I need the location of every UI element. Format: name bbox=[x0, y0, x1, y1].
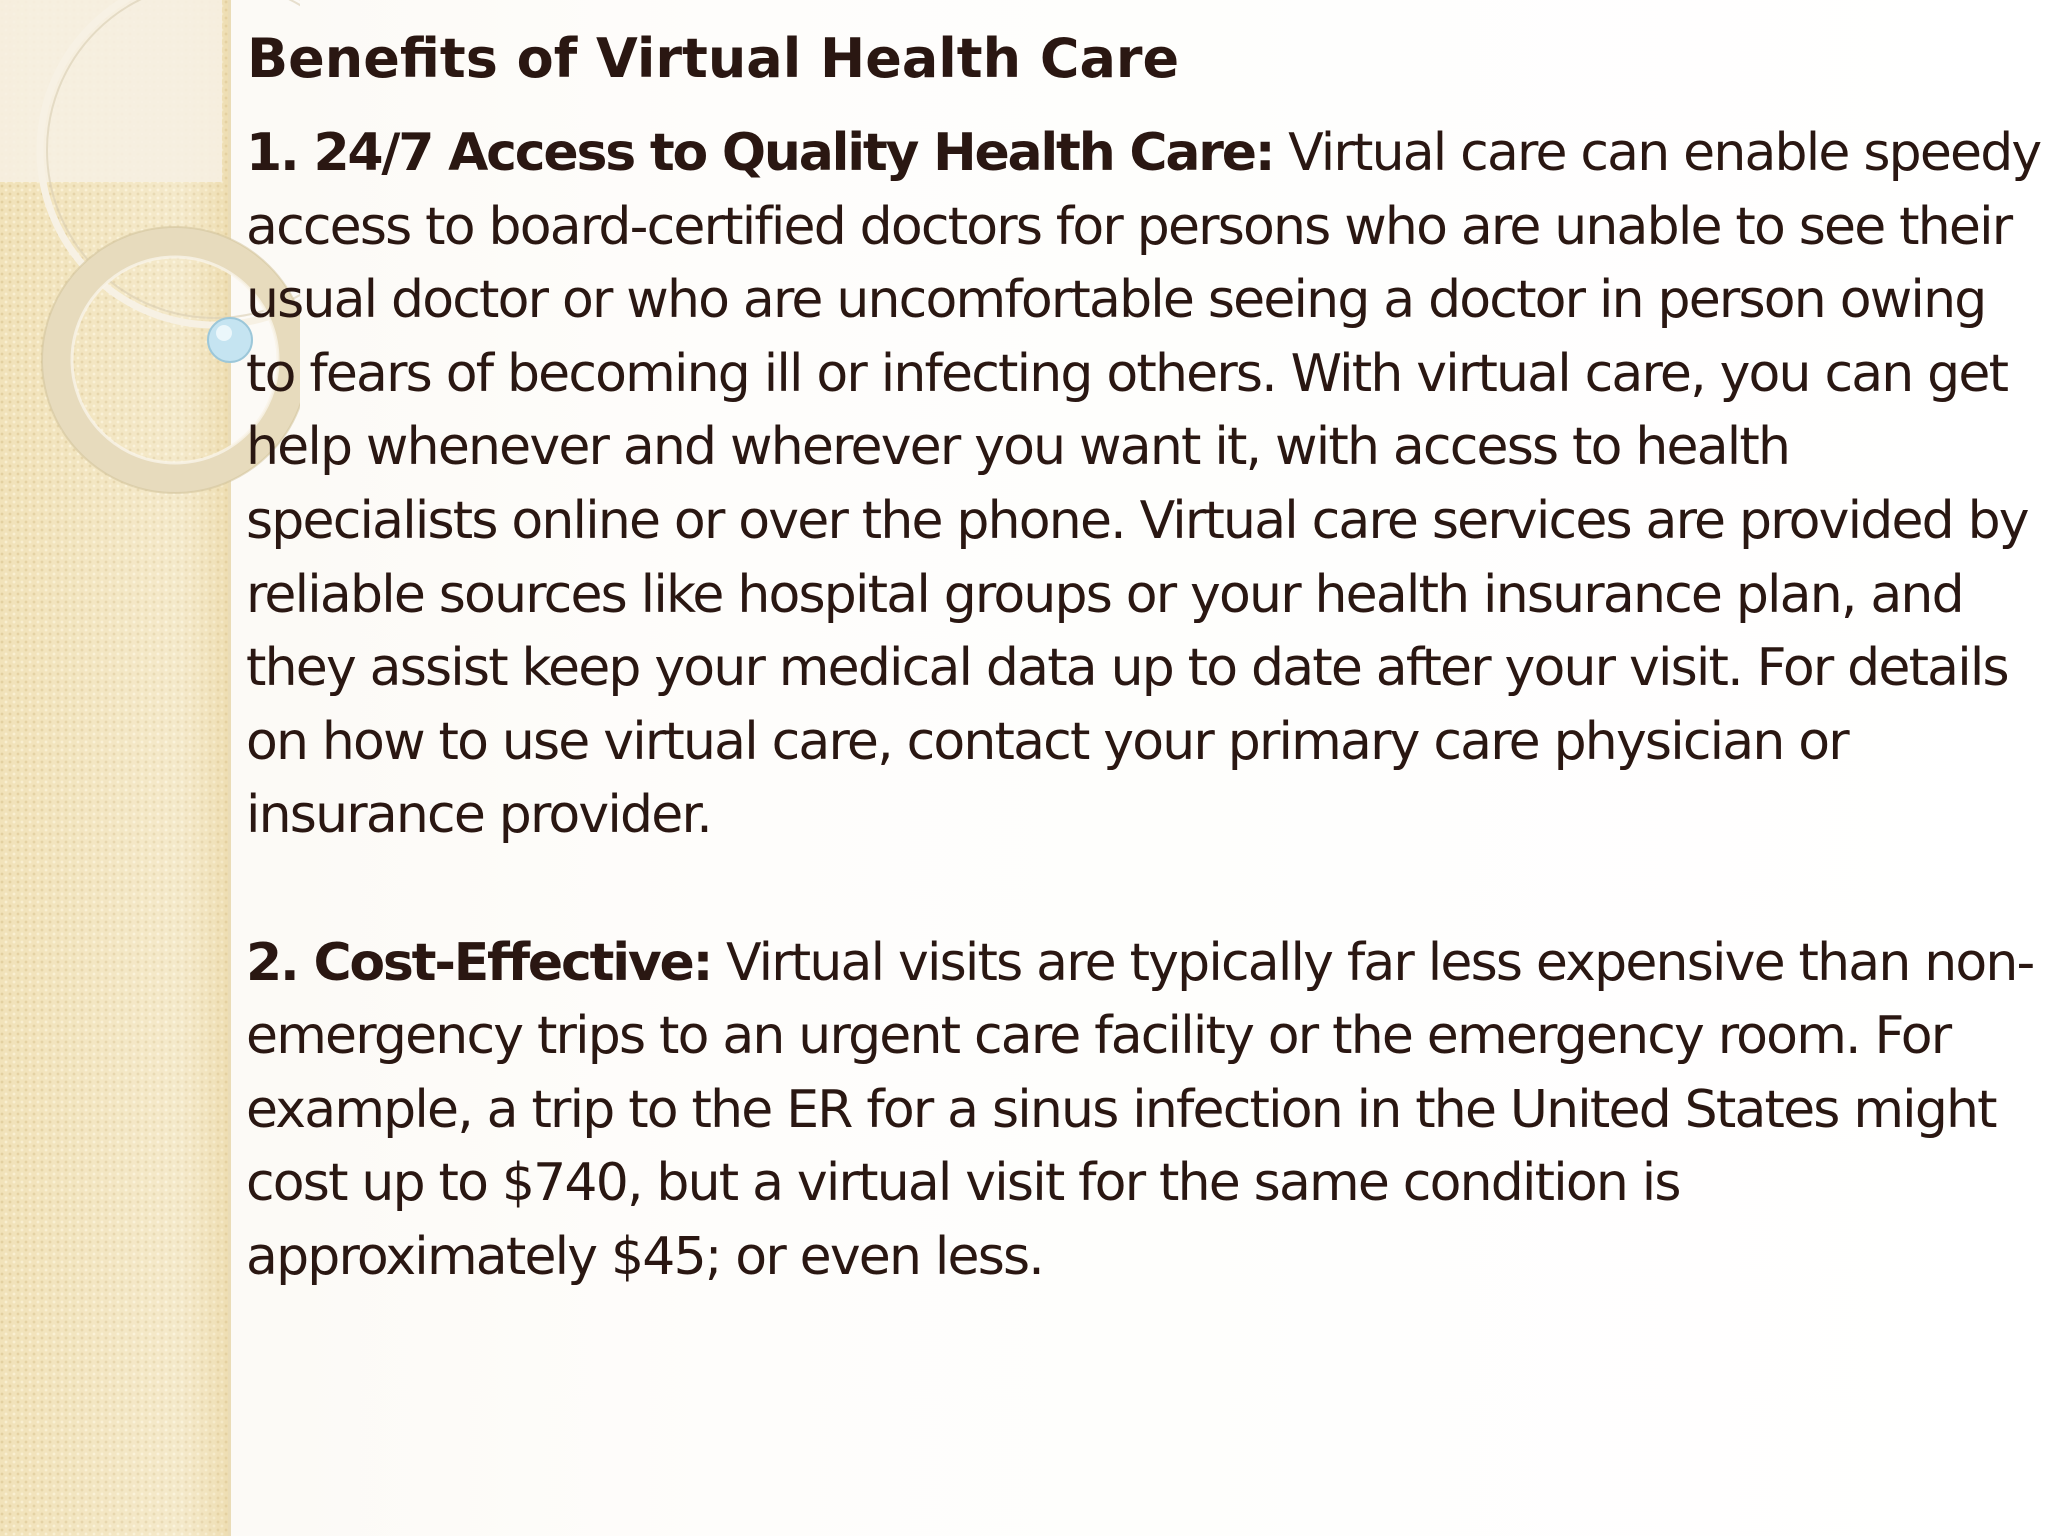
benefit-cost-text: Virtual visits are typically far less expensive than non-emergency trips to an urgent care facility or the emergency room. For example, a trip to the ER for a sinus infection in the United States might cost up to $740, but a virtual visit for the same condition is approximately $45; or even less. bbox=[246, 932, 2034, 1287]
benefit-access-text: Virtual care can enable speedy access to board-certified doctors for persons who are unable to see their usual doctor or who are uncomfortable seeing a doctor in person owing to fears of becoming ill or infecting others. With virtual care, you can get help whenever and wherever you want it, with access to health specialists online or over the phone. Virtual care services are provided by reliable sources like hospital groups or your health insurance plan, and they assist keep your medical data up to date after your visit. For details on how to use virtual care, contact your primary care physician or insurance provider. bbox=[246, 123, 2041, 846]
ornament-panel bbox=[0, 0, 222, 182]
benefit-access bbox=[246, 117, 2042, 853]
benefit-cost-heading: 2. Cost-Effective: bbox=[246, 932, 712, 993]
slide-title: Benefits of Virtual Health Care bbox=[247, 27, 1180, 90]
benefit-access-heading: 1. 24/7 Access to Quality Health Care: bbox=[246, 123, 1274, 183]
blue-dot-highlight bbox=[216, 325, 232, 341]
benefit-cost bbox=[246, 927, 2042, 1295]
slide-body bbox=[246, 117, 2042, 1295]
